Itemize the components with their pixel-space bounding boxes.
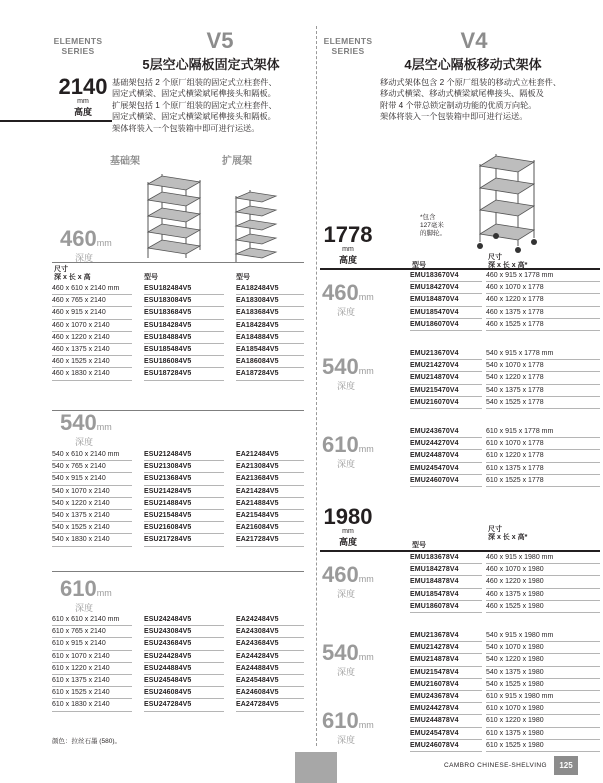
- table-row: [52, 368, 304, 380]
- table-460: [52, 283, 304, 381]
- ext-model-cell: EA186084V5: [236, 356, 304, 368]
- table-row: [52, 699, 304, 711]
- depth-label: 深度: [336, 381, 355, 391]
- base-model-cell: ESU184884V5: [144, 332, 224, 344]
- table-row: [410, 319, 600, 331]
- ext-model-cell: EA212484V5: [236, 449, 304, 461]
- table-row: [52, 663, 304, 675]
- table-row: [410, 426, 600, 438]
- ext-model-header: 型号: [236, 274, 250, 281]
- table-row: [410, 282, 600, 294]
- left-description: [112, 77, 304, 134]
- size-cell: 460 x 1525 x 1980: [486, 601, 600, 613]
- model-cell: EMU183670V4: [410, 270, 482, 282]
- table-row: [52, 332, 304, 344]
- base-model-cell: ESU242484V5: [144, 614, 224, 626]
- model-cell: EMU214878V4: [410, 654, 482, 666]
- table-row: [52, 687, 304, 699]
- size-cell: 540 x 1375 x 1980: [486, 667, 600, 679]
- size-cell: 460 x 765 x 2140: [52, 295, 132, 307]
- size-cell: 540 x 1220 x 1980: [486, 654, 600, 666]
- height-label: 高度: [73, 107, 92, 117]
- series-line: ELEMENTS: [323, 36, 373, 46]
- size-dim-header: 深 x 长 x 高*: [488, 534, 528, 541]
- table-row: [410, 307, 600, 319]
- size-cell: 460 x 1830 x 2140: [52, 368, 132, 380]
- height-value: 1778: [323, 222, 373, 247]
- model-cell: EMU244870V4: [410, 450, 482, 462]
- table-row: [410, 589, 600, 601]
- size-header: 尺寸: [488, 254, 502, 261]
- base-model-cell: ESU246084V5: [144, 687, 224, 699]
- depth-label: 深度: [336, 307, 355, 317]
- model-cell: EMU244278V4: [410, 703, 482, 715]
- base-model-cell: ESU185484V5: [144, 344, 224, 356]
- size-dim-header: 深 x 长 x 高*: [488, 262, 528, 269]
- right-column: [318, 6, 603, 778]
- table-row: [52, 344, 304, 356]
- depth-block: [322, 282, 374, 318]
- depth-value: 610: [60, 576, 97, 601]
- size-cell: 610 x 1070 x 2140: [52, 651, 132, 663]
- base-model-cell: ESU183084V5: [144, 295, 224, 307]
- depth-value: 460: [322, 280, 359, 305]
- depth-unit: mm: [358, 652, 374, 662]
- depth-label: 深度: [74, 437, 93, 447]
- right-description: [380, 77, 602, 123]
- depth-value: 540: [60, 410, 97, 435]
- ext-model-cell: EA244884V5: [236, 663, 304, 675]
- table-row: [410, 552, 600, 564]
- desc-line: 附带 4 个带总锁定制动功能的优质万向轮。: [380, 100, 537, 110]
- model-cell: EMU184878V4: [410, 576, 482, 588]
- table-row: [410, 475, 600, 487]
- model-cell: EMU186078V4: [410, 601, 482, 613]
- base-model-cell: ESU217284V5: [144, 534, 224, 546]
- table-row: [52, 473, 304, 485]
- table-row: [52, 320, 304, 332]
- table-row: [52, 626, 304, 638]
- page-number: 125: [554, 756, 578, 775]
- height-1778-block: [320, 224, 376, 266]
- table-row: [52, 486, 304, 498]
- size-dim-header: 深 x 长 x 高: [54, 274, 91, 281]
- model-cell: EMU243670V4: [410, 426, 482, 438]
- size-cell: 540 x 1220 x 2140: [52, 498, 132, 510]
- ext-model-cell: EA216084V5: [236, 522, 304, 534]
- series-line: ELEMENTS: [53, 36, 103, 46]
- base-model-cell: ESU187284V5: [144, 368, 224, 380]
- height-1980-block: [320, 506, 376, 548]
- depth-610-block: [60, 578, 112, 614]
- depth-block: [322, 434, 374, 470]
- table-row: [52, 534, 304, 546]
- table-row: [52, 461, 304, 473]
- table-row: [410, 438, 600, 450]
- model-cell: EMU213670V4: [410, 348, 482, 360]
- model-cell: EMU184270V4: [410, 282, 482, 294]
- size-cell: 610 x 610 x 2140 mm: [52, 614, 132, 626]
- desc-line: 固定式横梁、固定式横梁斌尾榫接头和隔板。: [112, 89, 276, 99]
- table-row: [410, 397, 600, 409]
- size-cell: 460 x 915 x 1980 mm: [486, 552, 600, 564]
- model-cell: EMU213678V4: [410, 630, 482, 642]
- base-model-cell: ESU213684V5: [144, 473, 224, 485]
- footer-tab: [295, 752, 337, 783]
- desc-line: 固定式横梁、固定式横梁斌尾榫接头和隔板。: [112, 112, 276, 122]
- depth-unit: mm: [96, 238, 112, 248]
- depth-label: 深度: [336, 735, 355, 745]
- column-divider: [316, 26, 317, 746]
- base-model-cell: ESU212484V5: [144, 449, 224, 461]
- size-cell: 460 x 915 x 2140: [52, 307, 132, 319]
- height-unit: mm: [342, 528, 354, 535]
- size-cell: 460 x 1375 x 2140: [52, 344, 132, 356]
- table-row: [52, 307, 304, 319]
- size-header: 尺寸: [488, 526, 502, 533]
- model-cell: EMU183678V4: [410, 552, 482, 564]
- ext-model-cell: EA243684V5: [236, 638, 304, 650]
- ext-model-cell: EA242484V5: [236, 614, 304, 626]
- size-cell: 610 x 1525 x 1980: [486, 740, 600, 752]
- table-row: [52, 356, 304, 368]
- extension-shelf-image: [232, 188, 280, 264]
- desc-line: 扩展架包括 1 个原厂组装的固定式立柱套件、: [112, 100, 277, 110]
- base-shelf-image: [142, 172, 206, 260]
- depth-label: 深度: [336, 589, 355, 599]
- table-row: [410, 728, 600, 740]
- group-rule: [52, 571, 304, 572]
- left-column: [6, 6, 306, 778]
- model-cell: EMU184278V4: [410, 564, 482, 576]
- depth-value: 610: [322, 708, 359, 733]
- table-610: [52, 614, 304, 712]
- desc-line: 移动式架体包含 2 个原厂组装的移动式立柱套件、: [380, 78, 562, 87]
- size-cell: 460 x 1220 x 1980: [486, 576, 600, 588]
- base-model-cell: ESU243084V5: [144, 626, 224, 638]
- base-model-cell: ESU214284V5: [144, 486, 224, 498]
- depth-label: 深度: [336, 459, 355, 469]
- model-cell: EMU214278V4: [410, 642, 482, 654]
- depth-value: 460: [60, 226, 97, 251]
- base-model-cell: ESU244284V5: [144, 651, 224, 663]
- depth-block: [322, 564, 374, 600]
- table-row: [410, 642, 600, 654]
- table-row: [410, 360, 600, 372]
- model-cell: EMU185470V4: [410, 307, 482, 319]
- desc-line: 移动式横梁、移动式横梁斌尾榫接头、隔板及: [380, 89, 544, 99]
- size-column-header: [488, 254, 527, 270]
- table-row: [52, 510, 304, 522]
- table-row: [410, 654, 600, 666]
- depth-unit: mm: [96, 588, 112, 598]
- depth-value: 540: [322, 354, 359, 379]
- size-cell: 610 x 1525 x 1778: [486, 475, 600, 487]
- base-unit-label: 基础架: [110, 156, 140, 167]
- table-1980-610: [410, 691, 600, 752]
- ext-model-cell: EA215484V5: [236, 510, 304, 522]
- model-header: 型号: [412, 262, 426, 269]
- table-1980-460: [410, 552, 600, 613]
- table-row: [410, 294, 600, 306]
- size-cell: 540 x 765 x 2140: [52, 461, 132, 473]
- series-line: SERIES: [61, 46, 95, 56]
- note-line: 的脚轮。: [420, 230, 446, 237]
- right-title: 4层空心隔板移动式架体: [404, 57, 542, 72]
- size-cell: 540 x 610 x 2140 mm: [52, 449, 132, 461]
- model-cell: EMU186070V4: [410, 319, 482, 331]
- table-row: [410, 385, 600, 397]
- height-value: 1980: [323, 504, 373, 529]
- depth-unit: mm: [358, 444, 374, 454]
- size-cell: 460 x 610 x 2140 mm: [52, 283, 132, 295]
- size-cell: 610 x 1070 x 1980: [486, 703, 600, 715]
- size-cell: 540 x 1830 x 2140: [52, 534, 132, 546]
- depth-540-block: [60, 412, 112, 448]
- table-row: [410, 372, 600, 384]
- table-row: [410, 463, 600, 475]
- base-model-cell: ESU243684V5: [144, 638, 224, 650]
- desc-line: 架体将装入一个包装箱中即可进行运送。: [380, 112, 528, 122]
- base-model-cell: ESU215484V5: [144, 510, 224, 522]
- ext-model-cell: EA245484V5: [236, 675, 304, 687]
- table-row: [410, 348, 600, 360]
- table-row: [410, 601, 600, 613]
- height-label: 高度: [338, 255, 357, 265]
- series-line: SERIES: [331, 46, 365, 56]
- size-cell: 610 x 915 x 1980 mm: [486, 691, 600, 703]
- ext-model-cell: EA243084V5: [236, 626, 304, 638]
- size-cell: 460 x 1070 x 1778: [486, 282, 600, 294]
- ext-model-cell: EA183684V5: [236, 307, 304, 319]
- ext-model-cell: EA184884V5: [236, 332, 304, 344]
- size-cell: 610 x 1220 x 1778: [486, 450, 600, 462]
- ext-model-cell: EA214884V5: [236, 498, 304, 510]
- depth-value: 540: [322, 640, 359, 665]
- model-cell: EMU244878V4: [410, 715, 482, 727]
- ext-model-cell: EA217284V5: [236, 534, 304, 546]
- base-model-cell: ESU182484V5: [144, 283, 224, 295]
- depth-460-block: [60, 228, 112, 264]
- size-cell: 610 x 915 x 2140: [52, 638, 132, 650]
- size-cell: 460 x 1220 x 1778: [486, 294, 600, 306]
- base-model-cell: ESU216084V5: [144, 522, 224, 534]
- size-header: 尺寸: [54, 266, 68, 273]
- base-model-cell: ESU213084V5: [144, 461, 224, 473]
- size-cell: 460 x 1070 x 2140: [52, 320, 132, 332]
- height-label: 高度: [338, 537, 357, 547]
- size-column-header: [54, 266, 91, 282]
- table-row: [410, 576, 600, 588]
- table-row: [410, 691, 600, 703]
- size-cell: 540 x 915 x 1980 mm: [486, 630, 600, 642]
- model-header: 型号: [412, 542, 426, 549]
- model-cell: EMU216070V4: [410, 397, 482, 409]
- mobile-shelf-image: [474, 152, 540, 254]
- size-cell: 540 x 915 x 2140: [52, 473, 132, 485]
- base-model-cell: ESU247284V5: [144, 699, 224, 711]
- table-row: [52, 614, 304, 626]
- ext-model-cell: EA213084V5: [236, 461, 304, 473]
- table-row: [410, 667, 600, 679]
- model-cell: EMU246070V4: [410, 475, 482, 487]
- model-cell: EMU243678V4: [410, 691, 482, 703]
- ext-model-cell: EA214284V5: [236, 486, 304, 498]
- size-cell: 610 x 1525 x 2140: [52, 687, 132, 699]
- table-row: [410, 270, 600, 282]
- height-rule: [0, 120, 112, 122]
- model-cell: EMU246078V4: [410, 740, 482, 752]
- depth-label: 深度: [74, 253, 93, 263]
- model-cell: EMU214870V4: [410, 372, 482, 384]
- model-cell: EMU184870V4: [410, 294, 482, 306]
- depth-unit: mm: [358, 292, 374, 302]
- ext-model-cell: EA244284V5: [236, 651, 304, 663]
- model-cell: EMU215470V4: [410, 385, 482, 397]
- table-row: [410, 450, 600, 462]
- size-cell: 540 x 1070 x 2140: [52, 486, 132, 498]
- caster-note: [420, 214, 470, 238]
- ext-model-cell: EA182484V5: [236, 283, 304, 295]
- height-unit: mm: [342, 246, 354, 253]
- size-cell: 460 x 1375 x 1778: [486, 307, 600, 319]
- size-cell: 540 x 1070 x 1778: [486, 360, 600, 372]
- size-cell: 460 x 1375 x 1980: [486, 589, 600, 601]
- left-height-block: [54, 76, 112, 118]
- size-cell: 610 x 1220 x 2140: [52, 663, 132, 675]
- depth-block: [322, 710, 374, 746]
- base-model-cell: ESU186084V5: [144, 356, 224, 368]
- desc-line: 架体将装入一个包装箱中即可进行运送。: [112, 123, 260, 133]
- depth-value: 460: [322, 562, 359, 587]
- depth-unit: mm: [358, 720, 374, 730]
- table-row: [410, 564, 600, 576]
- depth-value: 610: [322, 432, 359, 457]
- size-cell: 540 x 1070 x 1980: [486, 642, 600, 654]
- depth-unit: mm: [96, 422, 112, 432]
- model-cell: EMU245478V4: [410, 728, 482, 740]
- table-row: [52, 522, 304, 534]
- table-row: [410, 679, 600, 691]
- size-cell: 540 x 1525 x 1778: [486, 397, 600, 409]
- depth-unit: mm: [358, 366, 374, 376]
- note-line: 127毫米: [420, 222, 444, 229]
- ext-model-cell: EA213684V5: [236, 473, 304, 485]
- size-cell: 540 x 1375 x 2140: [52, 510, 132, 522]
- depth-label: 深度: [74, 603, 93, 613]
- model-cell: EMU215478V4: [410, 667, 482, 679]
- table-row: [52, 651, 304, 663]
- base-model-cell: ESU244884V5: [144, 663, 224, 675]
- size-cell: 610 x 1220 x 1980: [486, 715, 600, 727]
- size-cell: 460 x 1220 x 2140: [52, 332, 132, 344]
- left-code: V5: [206, 28, 234, 53]
- size-cell: 540 x 915 x 1778 mm: [486, 348, 600, 360]
- model-cell: EMU214270V4: [410, 360, 482, 372]
- size-cell: 540 x 1220 x 1778: [486, 372, 600, 384]
- color-note: 颜色：拉丝石墨 (580)。: [52, 738, 121, 745]
- size-cell: 610 x 1070 x 1778: [486, 438, 600, 450]
- size-cell: 460 x 1070 x 1980: [486, 564, 600, 576]
- depth-unit: mm: [358, 574, 374, 584]
- size-cell: 540 x 1375 x 1778: [486, 385, 600, 397]
- size-cell: 610 x 765 x 2140: [52, 626, 132, 638]
- table-1778-540: [410, 348, 600, 409]
- base-model-cell: ESU183684V5: [144, 307, 224, 319]
- table-row: [410, 740, 600, 752]
- table-row: [52, 283, 304, 295]
- ext-model-cell: EA246084V5: [236, 687, 304, 699]
- table-1778-610: [410, 426, 600, 487]
- table-row: [52, 675, 304, 687]
- size-cell: 540 x 1525 x 2140: [52, 522, 132, 534]
- size-cell: 460 x 1525 x 1778: [486, 319, 600, 331]
- ext-model-cell: EA247284V5: [236, 699, 304, 711]
- ext-model-cell: EA183084V5: [236, 295, 304, 307]
- size-cell: 540 x 1525 x 1980: [486, 679, 600, 691]
- right-series-label: [318, 36, 378, 56]
- left-series-label: [48, 36, 108, 56]
- depth-label: 深度: [336, 667, 355, 677]
- size-cell: 610 x 1375 x 2140: [52, 675, 132, 687]
- depth-block: [322, 642, 374, 678]
- base-model-cell: ESU214884V5: [144, 498, 224, 510]
- model-cell: EMU185478V4: [410, 589, 482, 601]
- desc-line: 基础架包括 2 个原厂组装的固定式立柱套件、: [112, 78, 277, 87]
- model-cell: EMU244270V4: [410, 438, 482, 450]
- model-cell: EMU216078V4: [410, 679, 482, 691]
- size-column-header: [488, 526, 527, 542]
- size-cell: 610 x 1375 x 1778: [486, 463, 600, 475]
- table-row: [410, 630, 600, 642]
- table-row: [52, 295, 304, 307]
- table-1980-540: [410, 630, 600, 691]
- table-540: [52, 449, 304, 547]
- base-model-cell: ESU245484V5: [144, 675, 224, 687]
- right-code: V4: [460, 28, 488, 53]
- ext-model-cell: EA184284V5: [236, 320, 304, 332]
- depth-block: [322, 356, 374, 392]
- model-cell: EMU245470V4: [410, 463, 482, 475]
- table-row: [52, 449, 304, 461]
- footer-brand: CAMBRO CHINESE-SHELVING: [444, 762, 547, 769]
- ext-model-cell: EA185484V5: [236, 344, 304, 356]
- size-cell: 610 x 915 x 1778 mm: [486, 426, 600, 438]
- table-row: [410, 715, 600, 727]
- note-line: *包含: [420, 214, 436, 221]
- ext-model-cell: EA187284V5: [236, 368, 304, 380]
- table-row: [52, 638, 304, 650]
- size-cell: 610 x 1830 x 2140: [52, 699, 132, 711]
- left-title: 5层空心隔板固定式架体: [142, 57, 280, 72]
- base-model-cell: ESU184284V5: [144, 320, 224, 332]
- base-model-header: 型号: [144, 274, 158, 281]
- size-cell: 610 x 1375 x 1980: [486, 728, 600, 740]
- height-unit: mm: [77, 98, 89, 105]
- table-row: [410, 703, 600, 715]
- table-1778-460: [410, 270, 600, 331]
- extension-unit-label: 扩展架: [222, 156, 252, 167]
- size-cell: 460 x 1525 x 2140: [52, 356, 132, 368]
- height-value: 2140: [58, 74, 108, 99]
- table-row: [52, 498, 304, 510]
- size-cell: 460 x 915 x 1778 mm: [486, 270, 600, 282]
